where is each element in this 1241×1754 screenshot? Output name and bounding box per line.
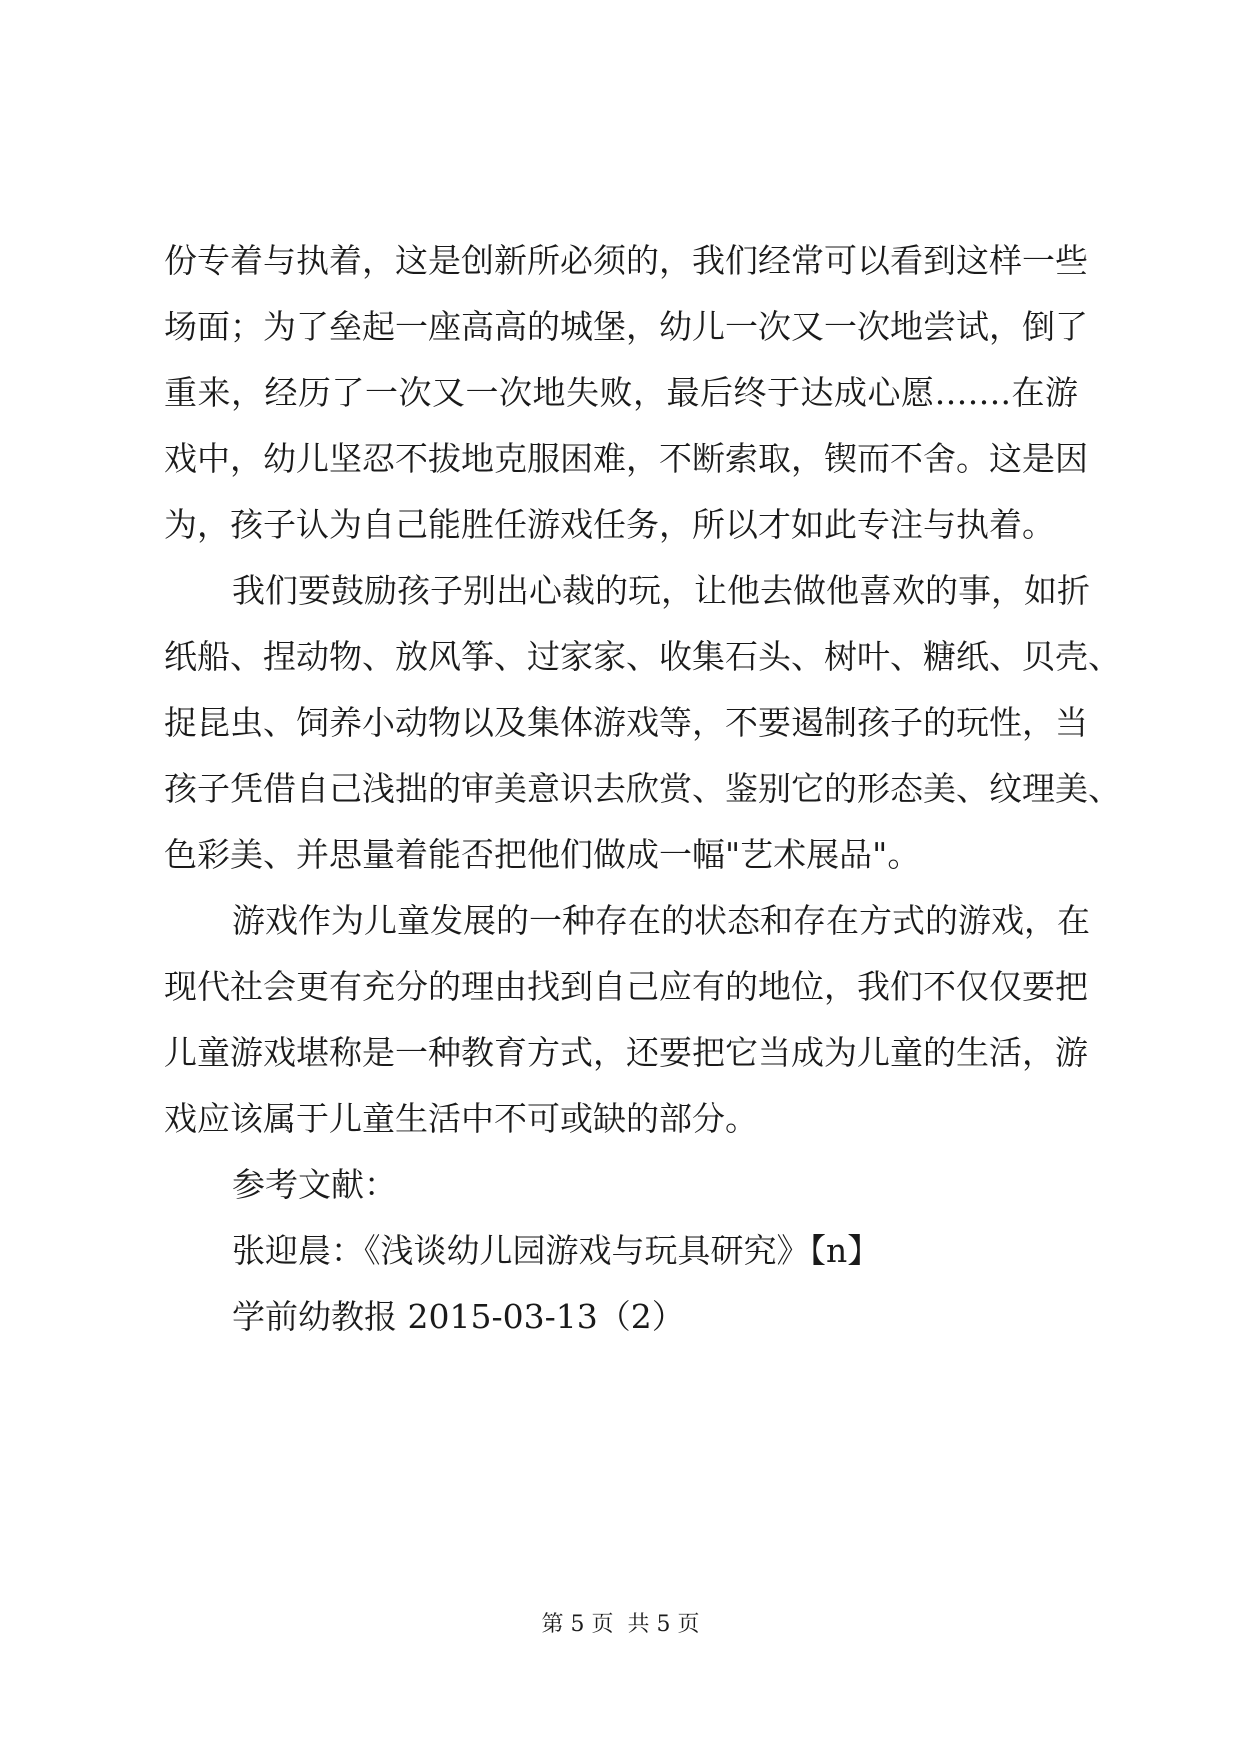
paragraph-3-line-4: 戏应该属于儿童生活中不可或缺的部分。 <box>164 1099 758 1138</box>
paragraph-2-line-4: 孩子凭借自己浅拙的审美意识去欣赏、鉴别它的形态美、纹理美、 <box>164 769 1121 808</box>
paragraph-1-line-2: 场面；为了垒起一座高高的城堡，幼儿一次又一次地尝试，倒了 <box>164 307 1088 346</box>
paragraph-2-line-5: 色彩美、并思量着能否把他们做成一幅"艺术展品"。 <box>164 835 921 874</box>
page-number-footer: 第 5 页 共 5 页 <box>541 1612 700 1637</box>
paragraph-1-line-3: 重来，经历了一次又一次地失败，最后终于达成心愿…….在游 <box>164 373 1078 412</box>
references-heading: 参考文献： <box>232 1165 397 1204</box>
reference-item-2: 学前幼教报 2015-03-13（2） <box>232 1297 685 1336</box>
reference-item-1: 张迎晨：《浅谈幼儿园游戏与玩具研究》【n】 <box>232 1231 881 1270</box>
paragraph-3-line-1: 游戏作为儿童发展的一种存在的状态和存在方式的游戏，在 <box>232 901 1090 940</box>
paragraph-2-line-2: 纸船、捏动物、放风筝、过家家、收集石头、树叶、糖纸、贝壳、 <box>164 637 1121 676</box>
paragraph-1-line-4: 戏中，幼儿坚忍不拔地克服困难，不断索取，锲而不舍。这是因 <box>164 439 1088 478</box>
paragraph-2-line-3: 捉昆虫、饲养小动物以及集体游戏等，不要遏制孩子的玩性，当 <box>164 703 1088 742</box>
paragraph-2-line-1: 我们要鼓励孩子别出心裁的玩，让他去做他喜欢的事，如折 <box>232 571 1090 610</box>
paragraph-3-line-3: 儿童游戏堪称是一种教育方式，还要把它当成为儿童的生活，游 <box>164 1033 1088 1072</box>
document-body <box>164 228 1121 1350</box>
paragraph-3-line-2: 现代社会更有充分的理由找到自己应有的地位，我们不仅仅要把 <box>164 967 1088 1006</box>
paragraph-1-line-5: 为，孩子认为自己能胜任游戏任务，所以才如此专注与执着。 <box>164 505 1055 544</box>
paragraph-1-line-1: 份专着与执着，这是创新所必须的，我们经常可以看到这样一些 <box>164 241 1088 280</box>
